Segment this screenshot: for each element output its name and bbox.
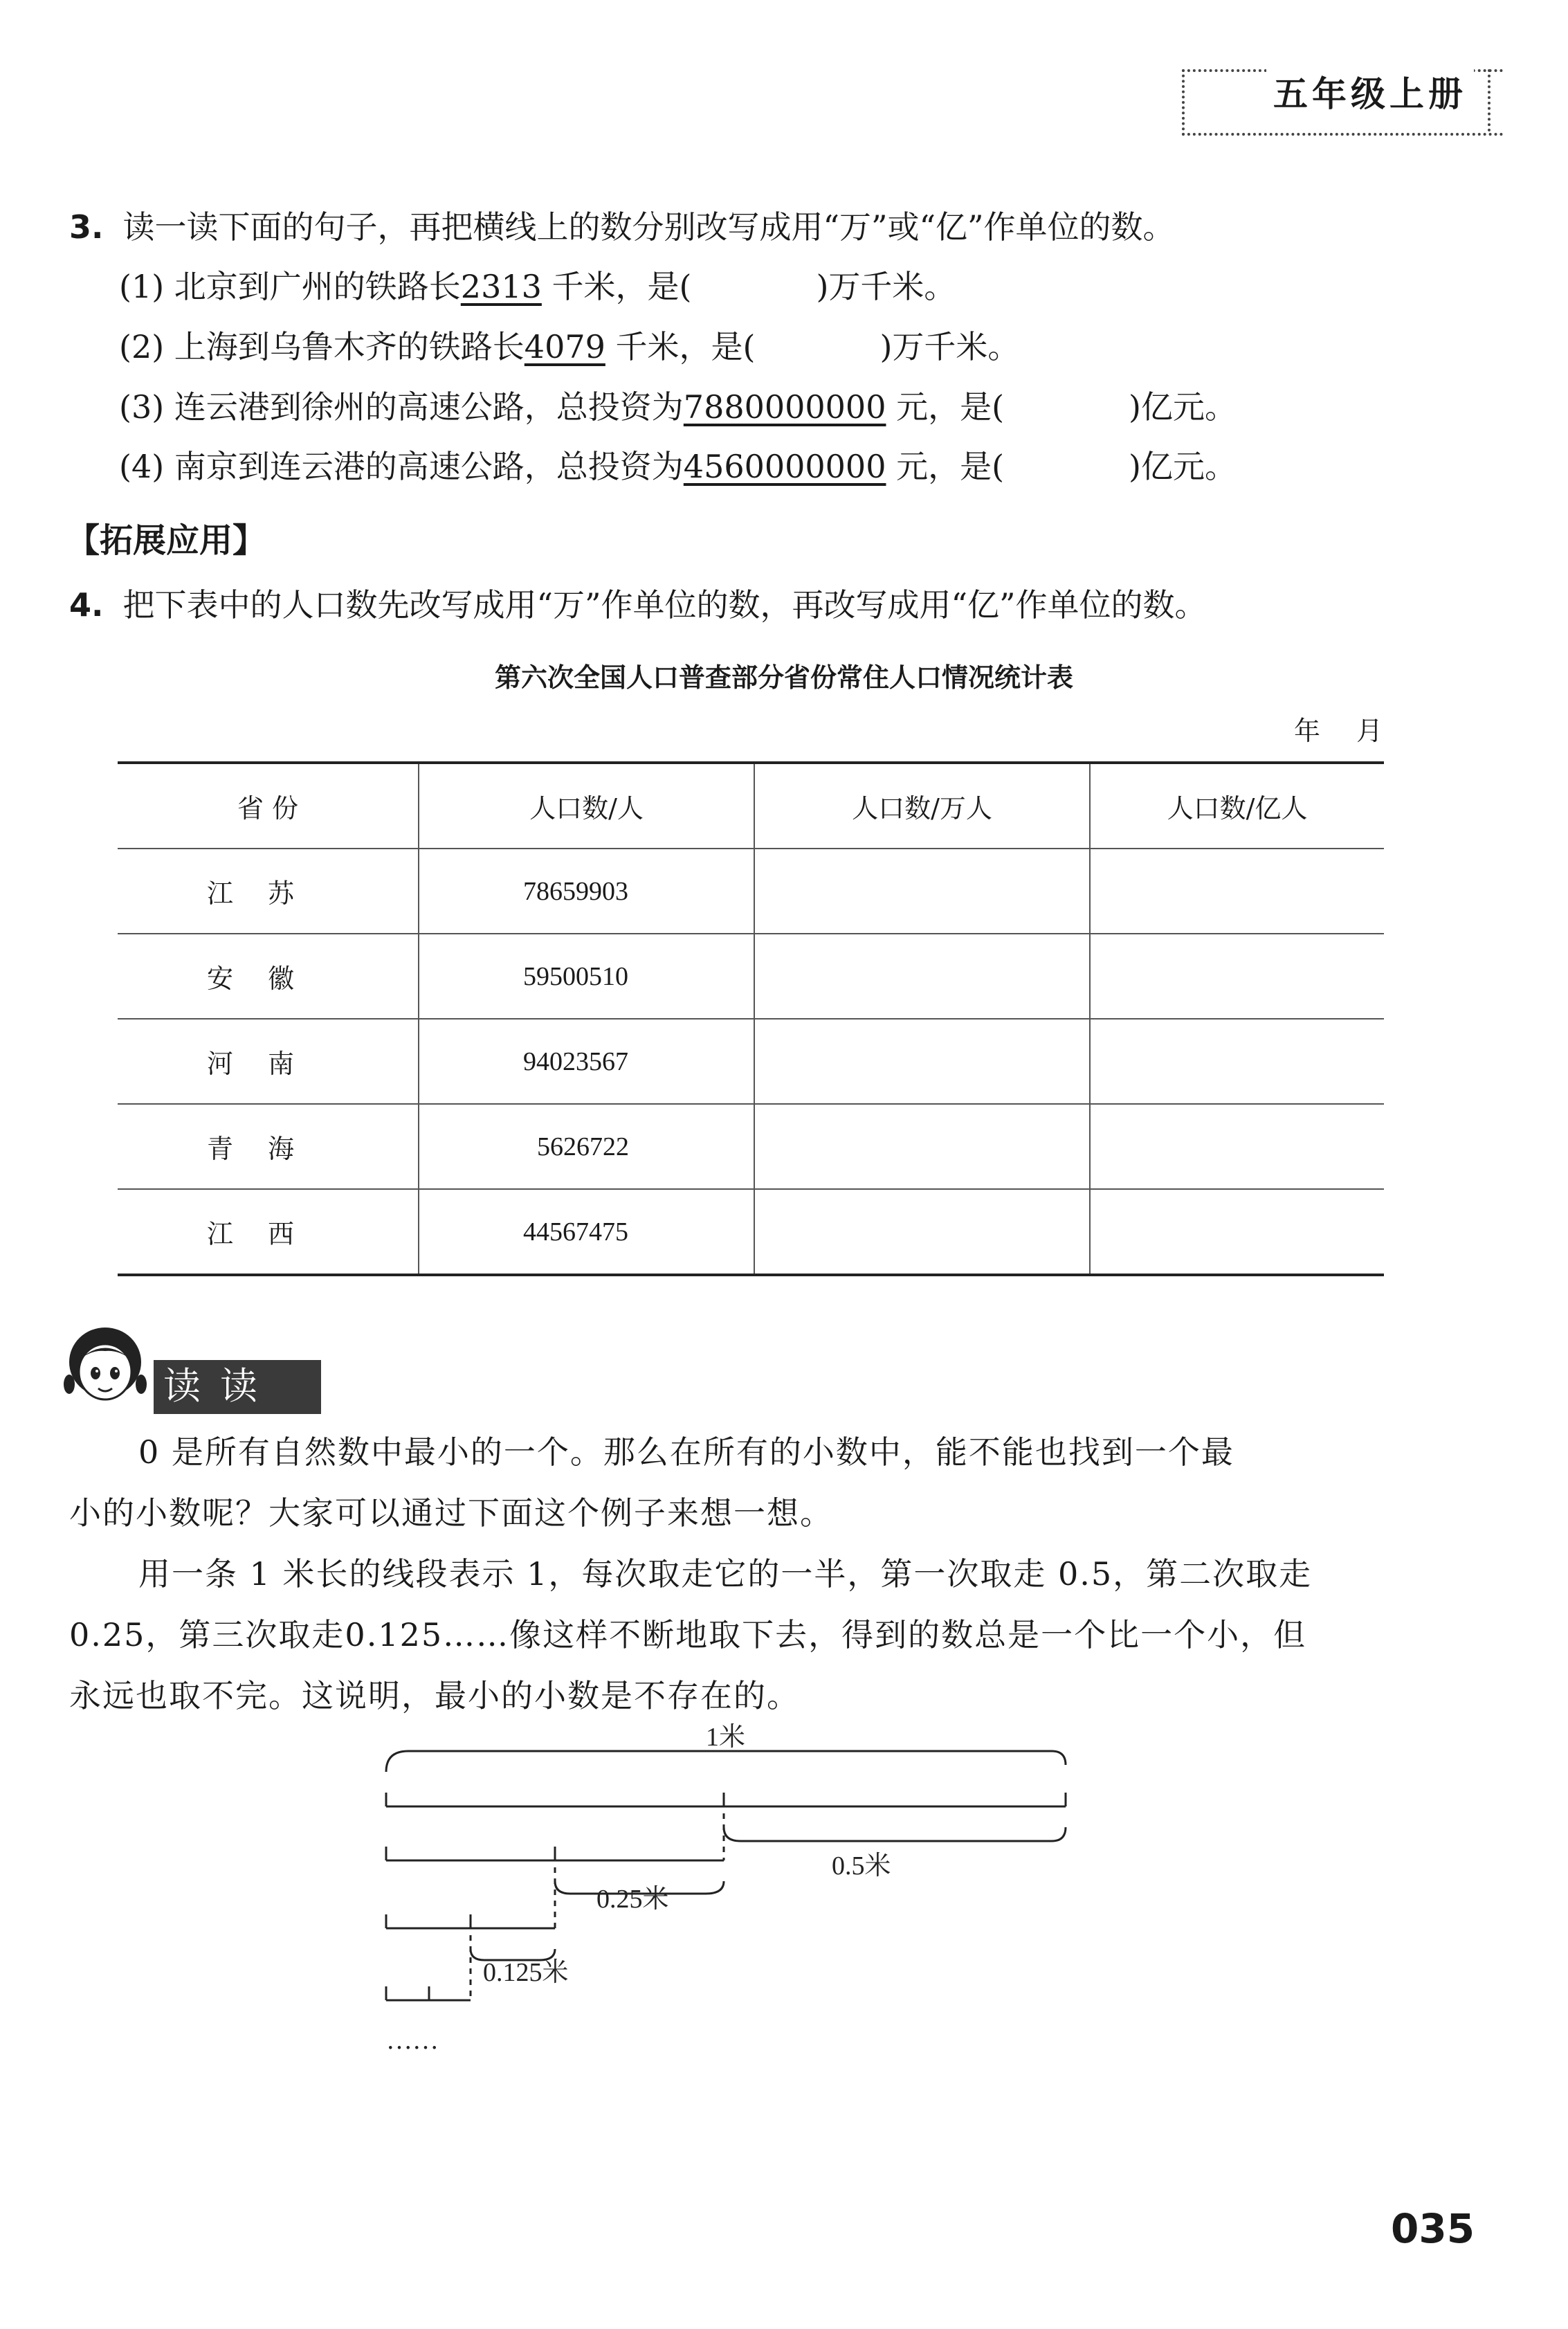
reading-section-title: 读读 [154,1360,321,1414]
table-row [118,934,1384,1019]
segment-full [386,1793,1066,1806]
item-text: 千米，是( [615,328,756,365]
item-text: )亿元。 [1129,388,1237,426]
answer-cell-yi[interactable] [1090,1189,1384,1275]
question-text: 把下表中的人口数先改写成用“万”作单位的数，再改写成用“亿”作单位的数。 [122,586,1207,624]
question-number: 3. [69,208,104,246]
question-number: 4. [69,586,104,624]
book-title: 五年级上册 [1266,66,1474,116]
question-3-item-2 [119,322,1019,368]
answer-cell-wan[interactable] [754,1189,1090,1275]
reading-paragraph-line: 永远也取不完。这说明，最小的小数是不存在的。 [69,1677,800,1714]
column-header-population-yi: 人口数/亿人 [1090,763,1384,849]
answer-cell-wan[interactable] [754,1104,1090,1189]
table-header-row [118,763,1384,849]
halving-segment-diagram [374,1723,1093,2069]
item-label: (4) [119,448,165,485]
underlined-number: 4079 [524,328,605,365]
column-header-province: 省 份 [118,763,419,849]
reading-paragraph-line: 0.25，第三次取走0.125……像这样不断地取下去，得到的数总是一个比一个小，但 [69,1616,1307,1653]
answer-cell-wan[interactable] [754,1019,1090,1104]
total-length-label: 1米 [706,1723,746,1752]
population-cell: 78659903 [419,849,754,934]
continuation-ellipsis: …… [386,2026,439,2055]
quarter-meter-label: 0.25米 [596,1885,669,1914]
province-cell: 江苏 [118,849,419,934]
item-text: 连云港到徐州的高速公路，总投资为 [174,388,684,426]
reading-paragraph-line: 用一条 1 米长的线段表示 1，每次取走它的一半，第一次取走 0.5，第二次取走 [138,1555,1313,1593]
date-note: 年 月 [1294,716,1383,746]
item-text: 上海到乌鲁木齐的铁路长 [174,328,525,365]
table-row [118,1189,1384,1275]
population-cell: 5626722 [419,1104,754,1189]
table-title: 第六次全国人口普查部分省份常住人口情况统计表 [494,662,1073,693]
page-number: 035 [1391,2205,1475,2252]
answer-cell-yi[interactable] [1090,934,1384,1019]
answer-cell-yi[interactable] [1090,849,1384,934]
population-cell: 59500510 [419,934,754,1019]
question-3-prompt [69,202,1175,248]
province-cell: 青海 [118,1104,419,1189]
reading-paragraph-line: 小的小数呢？大家可以通过下面这个例子来想一想。 [69,1494,833,1532]
underlined-number: 4560000000 [683,448,886,485]
girl-reading-icon [64,1322,147,1412]
item-label: (2) [119,328,165,365]
underlined-number: 7880000000 [683,388,886,426]
population-cell: 44567475 [419,1189,754,1275]
eighth-meter-label: 0.125米 [483,1958,569,1987]
question-3-item-1 [119,262,956,307]
item-label: (3) [119,388,165,426]
reading-paragraph-line: 0 是所有自然数中最小的一个。那么在所有的小数中，能不能也找到一个最 [138,1433,1234,1471]
item-text: )万千米。 [879,328,1020,365]
answer-cell-yi[interactable] [1090,1104,1384,1189]
table-row [118,1019,1384,1104]
header-frame-edge [1488,69,1490,132]
table-row [118,849,1384,934]
item-text: 千米，是( [551,268,692,305]
column-header-population-wan: 人口数/万人 [754,763,1090,849]
province-cell: 江西 [118,1189,419,1275]
item-text: 北京到广州的铁路长 [174,268,461,305]
item-text: )万千米。 [816,268,956,305]
item-text: 元，是( [896,448,1005,485]
province-cell: 河南 [118,1019,419,1104]
population-cell: 94023567 [419,1019,754,1104]
question-text: 读一读下面的句子，再把横线上的数分别改写成用“万”或“亿”作单位的数。 [122,208,1175,246]
section-heading: 【拓展应用】 [66,521,266,560]
answer-cell-wan[interactable] [754,849,1090,934]
province-cell: 安徽 [118,934,419,1019]
column-header-population: 人口数/人 [419,763,754,849]
total-brace [386,1751,1066,1772]
question-4-prompt [69,580,1207,626]
half-meter-label: 0.5米 [832,1851,891,1881]
table-row [118,1104,1384,1189]
underlined-number: 2313 [460,268,542,305]
segment-quarter [386,1867,724,1928]
segment-half [386,1813,1066,1860]
item-text: 南京到连云港的高速公路，总投资为 [174,448,684,485]
population-table [118,761,1384,1276]
answer-cell-yi[interactable] [1090,1019,1384,1104]
item-label: (1) [119,268,165,305]
item-text: )亿元。 [1129,448,1237,485]
question-3-item-4 [119,442,1237,487]
item-text: 元，是( [896,388,1005,426]
answer-cell-wan[interactable] [754,934,1090,1019]
question-3-item-3 [119,382,1237,428]
